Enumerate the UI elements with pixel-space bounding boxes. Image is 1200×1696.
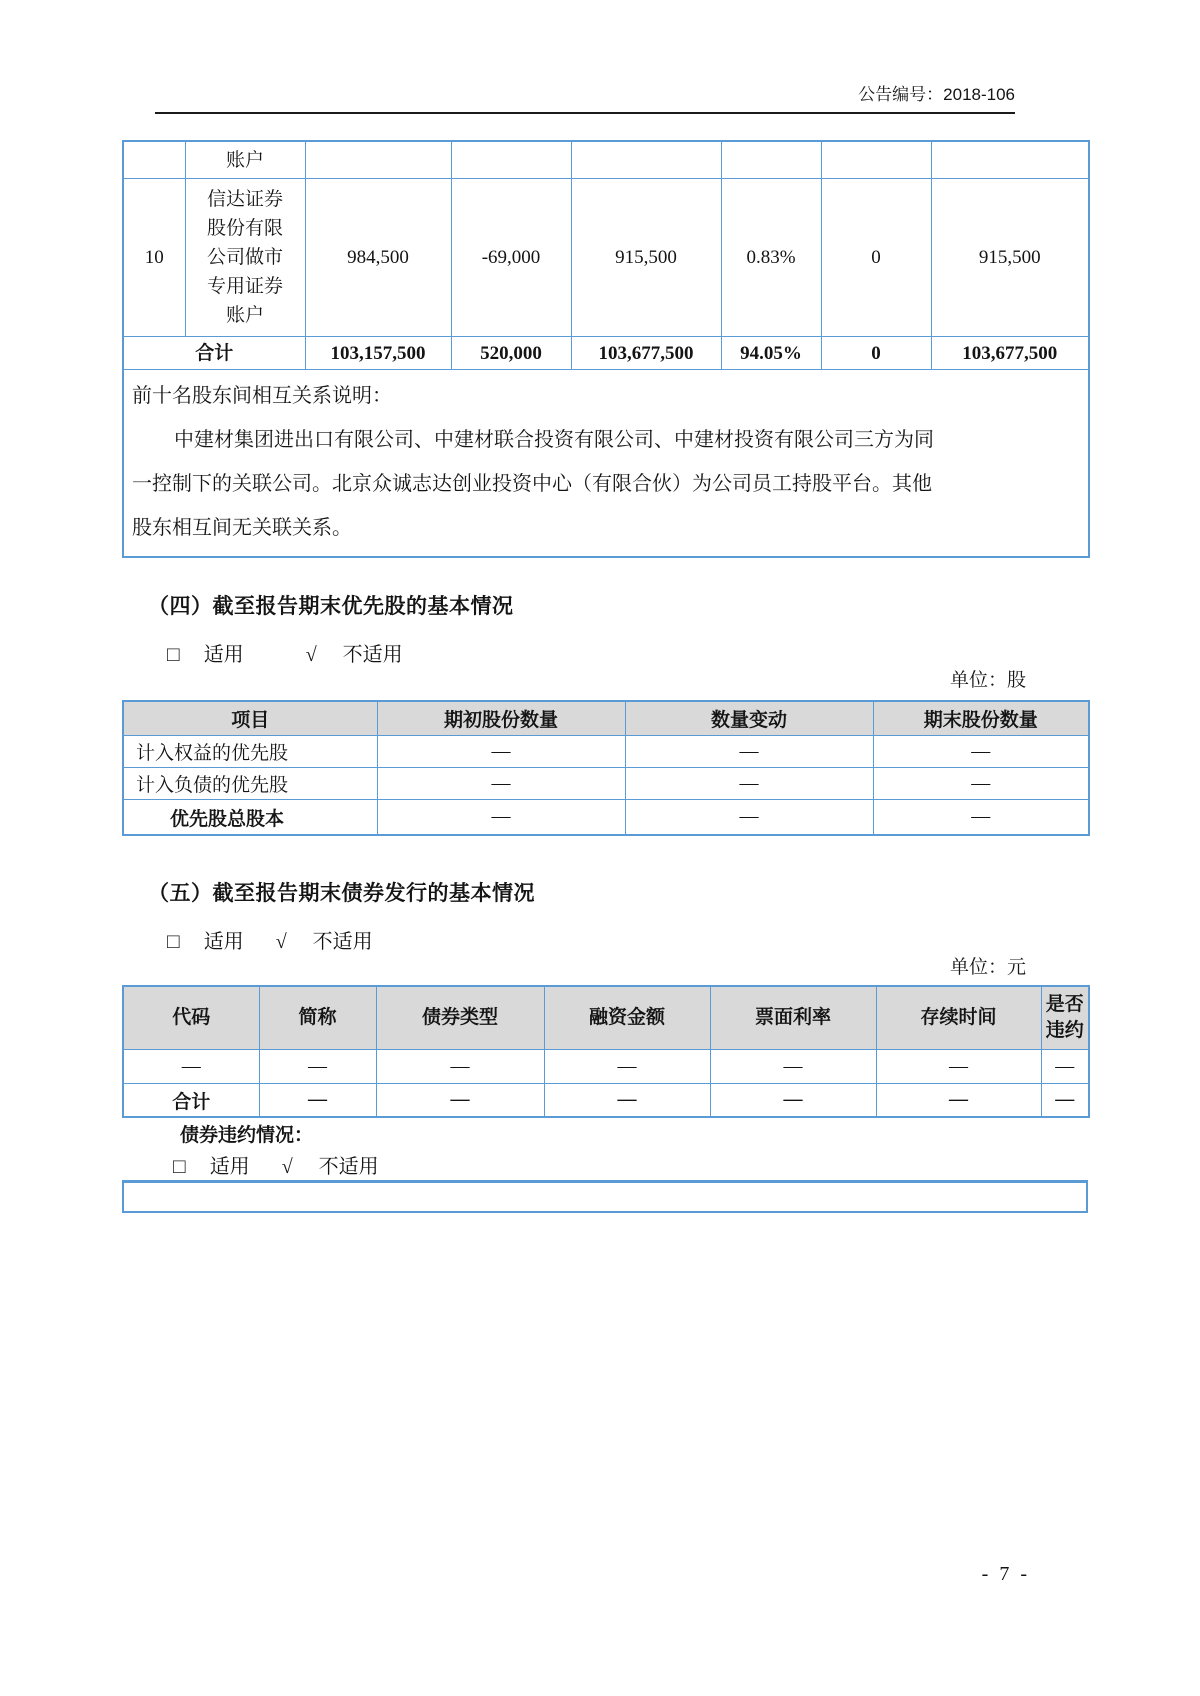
table-cell: — <box>1041 1050 1089 1084</box>
row-label: 计入权益的优先股 <box>123 736 377 768</box>
table-cell: 984,500 <box>305 179 451 337</box>
bond-default-applicability-row <box>173 1150 379 1179</box>
table-cell: — <box>376 1084 544 1118</box>
table-cell: 0 <box>821 179 931 337</box>
apply-label: 适用 <box>203 644 244 666</box>
table-cell: — <box>377 736 625 768</box>
table-cell: — <box>625 800 873 836</box>
not-apply-label: 不适用 <box>312 931 373 953</box>
announcement-number-header <box>155 80 1015 114</box>
table-cell: 103,157,500 <box>305 337 451 370</box>
not-apply-label: 不适用 <box>318 1156 379 1178</box>
section5-title: （五）截至报告期末债券发行的基本情况 <box>148 882 535 905</box>
column-header: 融资金额 <box>544 986 710 1050</box>
table-row-shareholder-10 <box>123 179 1089 337</box>
table-row <box>123 768 1089 800</box>
table-cell: 915,500 <box>571 179 721 337</box>
apply-label: 适用 <box>209 1156 250 1178</box>
table-cell: — <box>544 1084 710 1118</box>
table-row-total <box>123 337 1089 370</box>
table-cell: — <box>123 1050 259 1084</box>
table-cell <box>123 141 185 179</box>
table-header-row <box>123 701 1089 736</box>
table-cell: 915,500 <box>931 179 1089 337</box>
table-cell: — <box>377 800 625 836</box>
table-cell: — <box>1041 1084 1089 1118</box>
checkbox-icon: □ <box>167 642 180 666</box>
table-row <box>123 736 1089 768</box>
notes-title: 前十名股东间相互关系说明： <box>132 385 392 407</box>
table-cell: — <box>876 1084 1041 1118</box>
table-row-notes <box>123 370 1089 558</box>
table-header-row <box>123 986 1089 1050</box>
table-row-total <box>123 1084 1089 1118</box>
table-cell: — <box>710 1050 876 1084</box>
bond-default-empty-box <box>122 1180 1088 1213</box>
table-cell: 账户 <box>185 141 305 179</box>
name-line: 股份有限 <box>206 218 283 239</box>
column-header: 是否违约 <box>1041 986 1089 1050</box>
table-row <box>123 1050 1089 1084</box>
checkbox-icon: □ <box>167 929 180 953</box>
total-label-cell: 合计 <box>123 1084 259 1118</box>
table-cell: — <box>873 768 1089 800</box>
column-header: 期初股份数量 <box>377 701 625 736</box>
name-line: 专用证券 <box>206 276 283 297</box>
table-cell: — <box>873 800 1089 836</box>
name-line: 公司做市 <box>206 247 283 268</box>
announcement-number: 公告编号：2018-106 <box>858 85 1015 104</box>
shareholder-relationship-notes <box>123 370 1089 558</box>
checkmark-icon: √ <box>281 1156 293 1178</box>
checkbox-icon: □ <box>173 1154 186 1178</box>
column-header: 项目 <box>123 701 377 736</box>
table-cell: — <box>376 1050 544 1084</box>
table-row-carryover <box>123 141 1089 179</box>
column-header: 代码 <box>123 986 259 1050</box>
row-label: 计入负债的优先股 <box>123 768 377 800</box>
column-header: 存续时间 <box>876 986 1041 1050</box>
table-cell: — <box>544 1050 710 1084</box>
table-cell: — <box>876 1050 1041 1084</box>
section4-applicability-row <box>167 638 403 667</box>
shareholder-table <box>122 140 1090 558</box>
preferred-stock-table <box>122 700 1090 836</box>
notes-line: 股东相互间无关联关系。 <box>132 517 352 539</box>
bond-default-label: 债券违约情况： <box>180 1125 314 1146</box>
name-line: 信达证券 <box>206 189 283 210</box>
table-cell <box>931 141 1089 179</box>
column-header: 简称 <box>259 986 376 1050</box>
rank-cell: 10 <box>123 179 185 337</box>
not-apply-label: 不适用 <box>342 644 403 666</box>
notes-line: 一控制下的关联公司。北京众诚志达创业投资中心（有限合伙）为公司员工持股平台。其他 <box>132 473 932 495</box>
table-cell: — <box>259 1084 376 1118</box>
checkmark-icon: √ <box>275 931 287 953</box>
table-cell: — <box>710 1084 876 1118</box>
section4-title: （四）截至报告期末优先股的基本情况 <box>148 595 514 618</box>
section4-unit-label: 单位：股 <box>949 670 1026 691</box>
shareholder-name-cell <box>185 179 305 337</box>
total-label-cell: 合计 <box>123 337 305 370</box>
column-header: 票面利率 <box>710 986 876 1050</box>
table-row-total <box>123 800 1089 836</box>
apply-label: 适用 <box>203 931 244 953</box>
table-cell: — <box>259 1050 376 1084</box>
table-cell: — <box>377 768 625 800</box>
column-header: 债券类型 <box>376 986 544 1050</box>
table-cell: 520,000 <box>451 337 571 370</box>
section5-applicability-row <box>167 925 373 954</box>
table-cell <box>451 141 571 179</box>
table-cell: 103,677,500 <box>571 337 721 370</box>
table-cell: -69,000 <box>451 179 571 337</box>
table-cell: 103,677,500 <box>931 337 1089 370</box>
name-line: 账户 <box>225 305 264 326</box>
table-cell <box>571 141 721 179</box>
table-cell: 94.05% <box>721 337 821 370</box>
table-cell: — <box>625 736 873 768</box>
table-cell: — <box>625 768 873 800</box>
table-cell: 0 <box>821 337 931 370</box>
checkmark-icon: √ <box>305 644 317 666</box>
column-header: 期末股份数量 <box>873 701 1089 736</box>
table-cell <box>305 141 451 179</box>
page-number: - 7 - <box>981 1563 1030 1585</box>
table-cell <box>821 141 931 179</box>
row-label: 优先股总股本 <box>123 800 377 836</box>
bond-issuance-table <box>122 985 1090 1118</box>
column-header: 数量变动 <box>625 701 873 736</box>
table-cell: 0.83% <box>721 179 821 337</box>
table-cell <box>721 141 821 179</box>
section5-unit-label: 单位：元 <box>949 957 1026 978</box>
table-cell: — <box>873 736 1089 768</box>
notes-line: 中建材集团进出口有限公司、中建材联合投资有限公司、中建材投资有限公司三方为同 <box>174 429 934 451</box>
